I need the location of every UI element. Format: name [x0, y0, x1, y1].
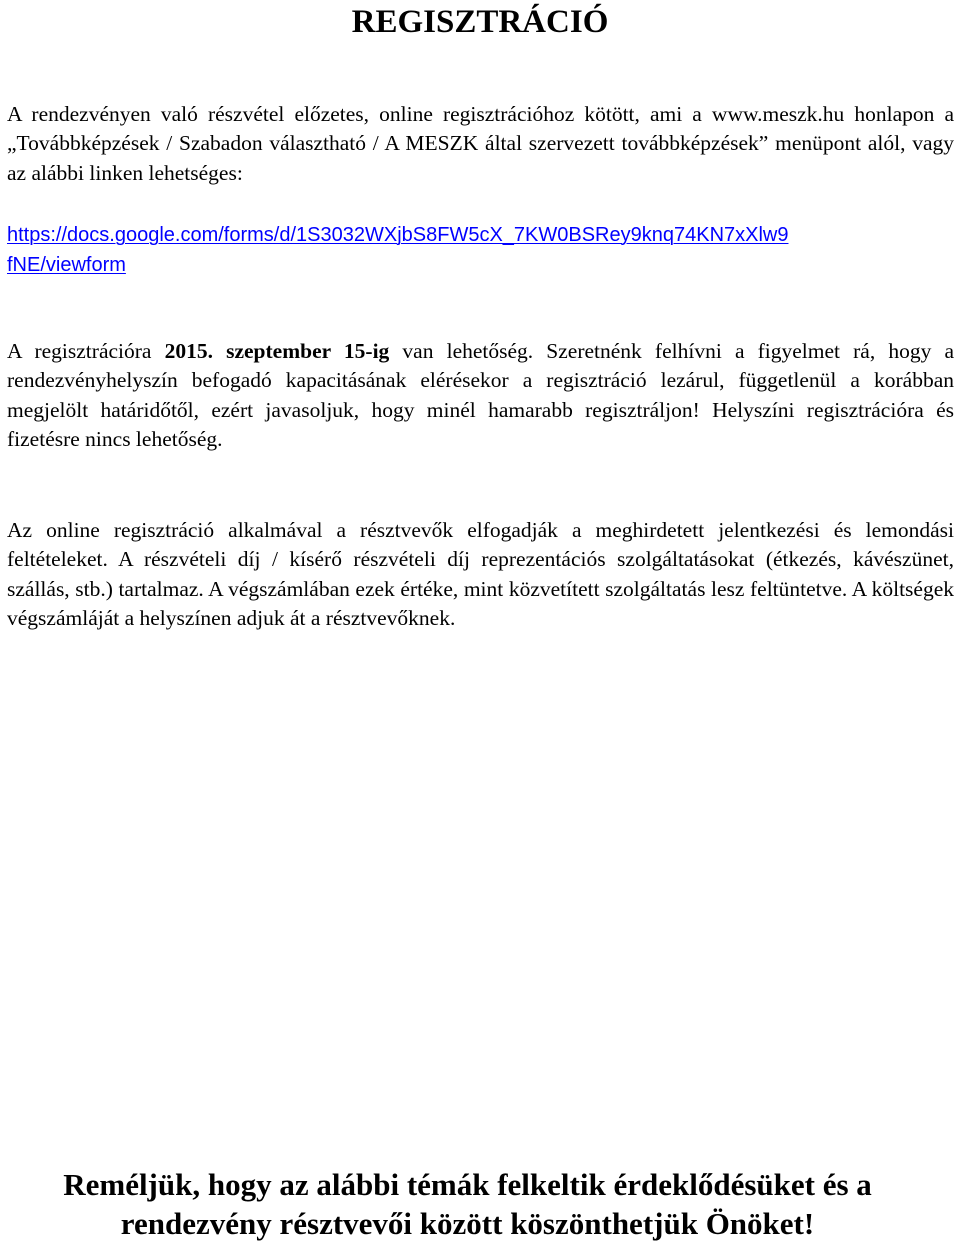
registration-link[interactable] — [7, 220, 954, 280]
deadline-suffix: van lehetőség. Szeretnénk felhívni a figyelmet rá, hogy a rendezvényhelyszín befogadó kapacitásának elérésekor a regisztráció lezárul, függetlenül a korábban megjelölt határidőtől, ezért javasoljuk, hogy minél hamarabb regisztráljon! Helyszíni regisztrációra és fizetésre nincs lehetőség. — [7, 339, 955, 452]
page-title: REGISZTRÁCIÓ — [351, 4, 609, 40]
closing-message — [0, 1165, 935, 1243]
registration-link-line-1[interactable]: https://docs.google.com/forms/d/1S3032WXjbS8FW5cX_7KW0BSRey9knq74KN7xXlw9 — [7, 224, 789, 246]
terms-paragraph: Az online regisztráció alkalmával a résztvevők elfogadják a meghirdetett jelentkezési és lemondási feltételeket. A részvételi díj / kísérő részvételi díj reprezentációs szolgáltatásokat (étkezés, kávészünet, szállás, stb.) tartalmaz. A végszámlában ezek értéke, mint közvetített szolgáltatás lesz feltüntetve. A költségek végszámláját a helyszínen adjuk át a résztvevőknek. — [7, 518, 954, 631]
intro-paragraph: A rendezvényen való részvétel előzetes, online regisztrációhoz kötött, ami a www.meszk.hu honlapon a „Továbbképzések / Szabadon választható / A MESZK által szervezett továbbképzések” menüpont alól, vagy az alábbi linken lehetséges: — [7, 102, 954, 185]
deadline-date: 2015. szeptember 15-ig — [164, 339, 390, 363]
deadline-paragraph — [7, 337, 954, 455]
closing-line-1: Reméljük, hogy az alábbi témák felkeltik érdeklődésüket és a — [63, 1167, 872, 1202]
registration-link-line-2[interactable]: fNE/viewform — [7, 254, 126, 276]
deadline-prefix: A regisztrációra — [7, 339, 165, 363]
closing-line-2: rendezvény résztvevői között köszönthetjük Önöket! — [120, 1206, 815, 1241]
